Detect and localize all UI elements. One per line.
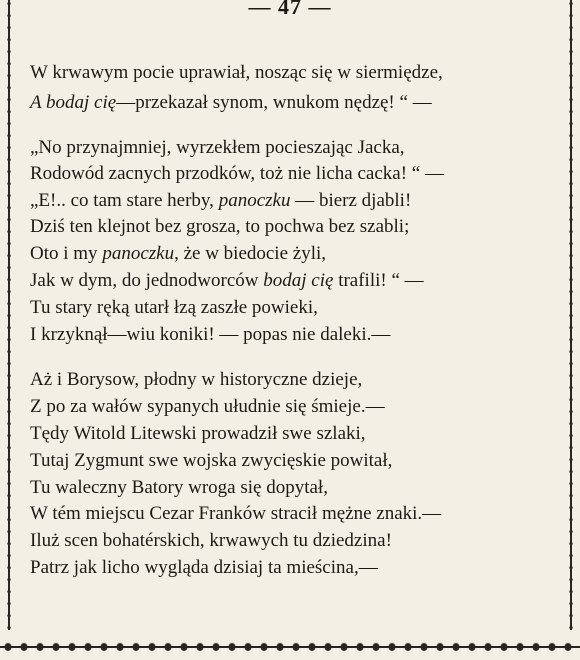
poem-line: Iluż scen bohatérskich, krwawych tu dziedzina! [30,530,392,551]
poem-line: I krzyknął—wiu koniki! — popas nie daleki.— [30,324,391,345]
page-number: — 47 — [248,0,332,19]
ornamental-border-right [565,0,577,630]
poem-line: W krwawym pocie uprawiał, nosząc się w siermiędze, [30,62,443,83]
poem-line: A bodaj cię—przekazał synom, wnukom nędzę! “ — [30,92,432,113]
poem-line: Dziś ten klejnot bez grosza, to pochwa bez szabli; [30,216,410,237]
poem-line: Tu stary ręką utarł łzą zaszłe powieki, [30,297,318,318]
poem-line: Z po za wałów sypanych ułudnie się śmieje.— [30,396,385,417]
poem-line: Tu waleczny Batory wroga się dopytał, [30,477,328,498]
poem-line: Patrz jak licho wygląda dzisiaj ta mieścina,— [30,557,378,578]
poem-line: W tém miejscu Cezar Franków stracił mężne znaki.— [30,503,442,524]
poem-line: Tędy Witold Litewski prowadził swe szlaki, [30,423,366,444]
poem-line: Aż i Borysow, płodny w historyczne dzieje, [30,369,363,390]
poem-line: „No przynajmniej, wyrzekłem pocieszając Jacka, [30,137,405,158]
ornamental-border-left [3,0,15,630]
poem-line: Jak w dym, do jednodworców bodaj cię trafili! “ — [30,270,424,291]
ornamental-border-bottom [0,638,580,656]
poem-line: „E!.. co tam stare herby, panoczku — bierz djabli! [30,190,412,211]
poem-line: Tutaj Zygmunt swe wojska zwycięskie powitał, [30,450,393,471]
poem-line: Rodowód zacnych przodków, toż nie licha cacka! “ — [30,163,444,184]
poem-line: Oto i my panoczku, że w biedocie żyli, [30,243,327,264]
